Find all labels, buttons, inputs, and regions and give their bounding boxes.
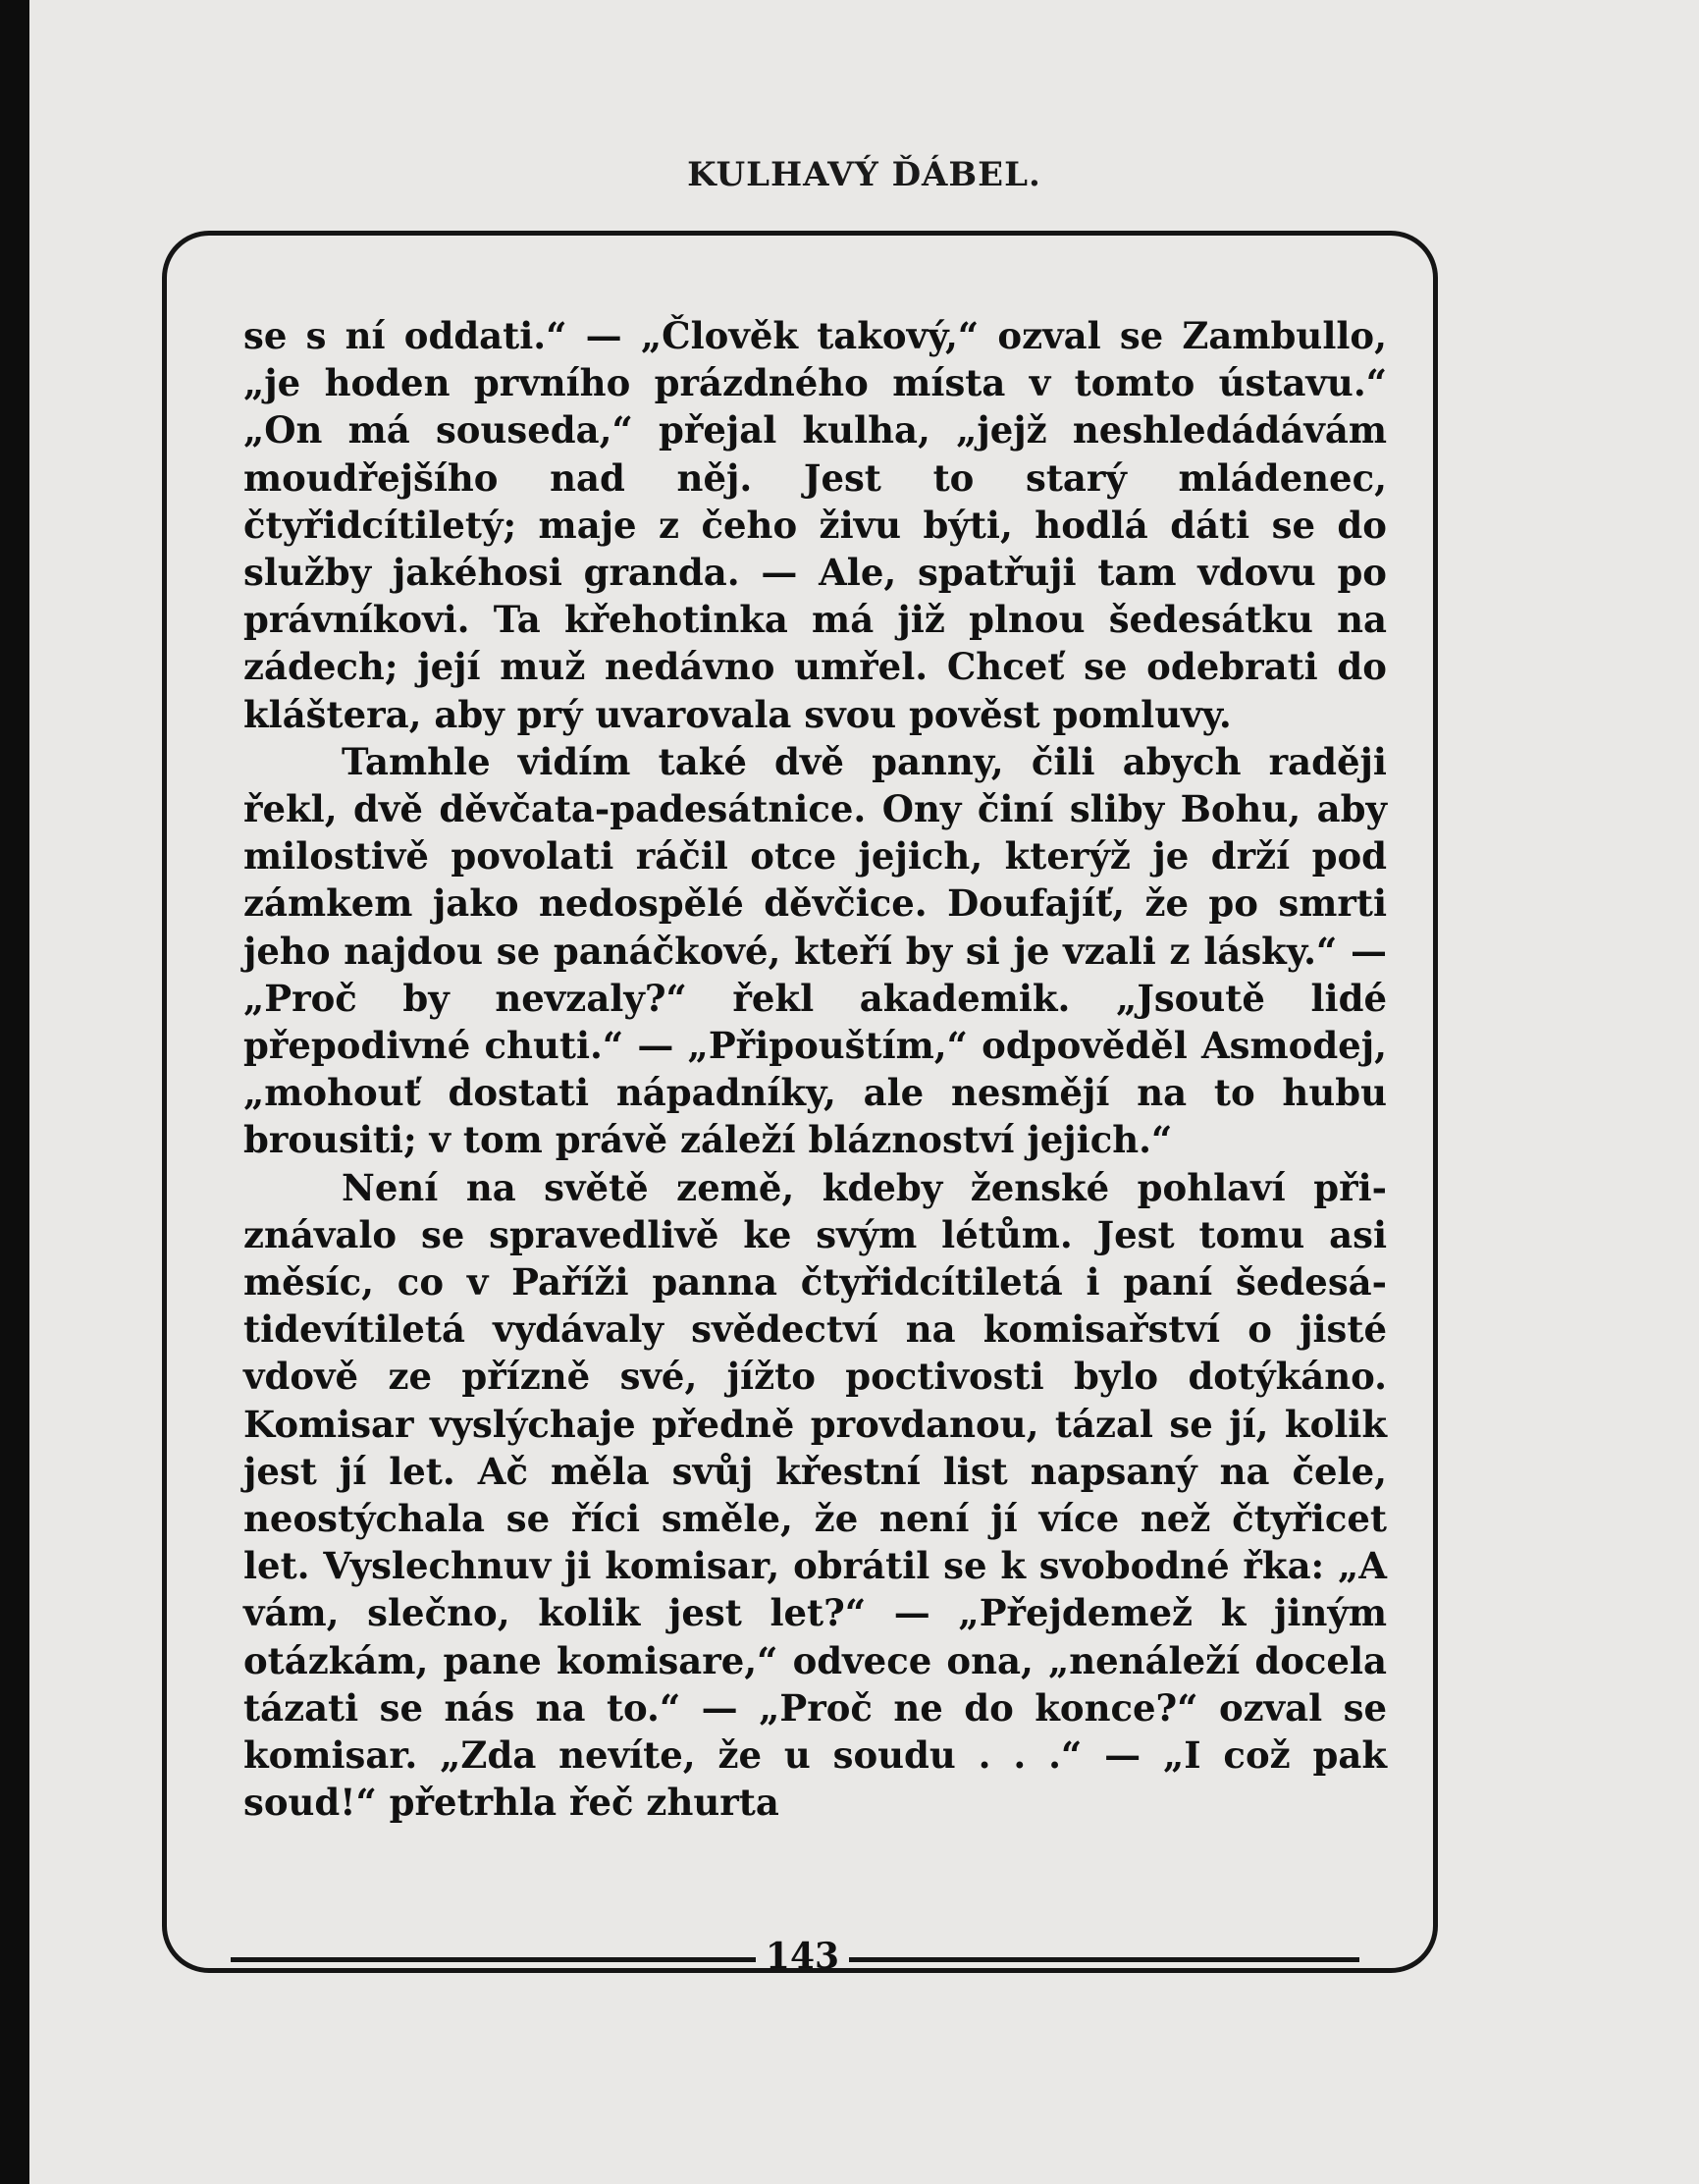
paragraph-2: Tamhle vidím také dvě panny, čili abych raději řekl, dvě děvčata-padesátnice. Ony činí sliby Bohu, aby milostivě povolati ráčil otce jejich, kterýž je drží pod zámkem jako nedospělé děvčice. Doufajíť, že po smrti jeho najdou se panáčkové, kteří by si je vzali z lásky.“ — „Proč by nevzaly?“ řekl akademik. „Jsoutě lidé přepodivné chuti.“ — „Připouštím,“ odpověděl Asmodej, „mohouť dostati nápadníky, ale nesmějí na to hubu brousiti; v tom právě záleží bláznoství jejich.“ <box>243 739 1387 1162</box>
footer-rule-right <box>849 1957 1359 1962</box>
paragraph-1: se s ní oddati.“ — „Člověk takový,“ ozval se Zambullo, „je hoden prvního prázdného místa v tomto ústavu.“ „On má souseda,“ přejal kulha, „jejž neshledádávám moudřejšího nad něj. Jest to starý mládenec, čtyřidcítiletý; maje z čeho živu býti, hodlá dáti se do služby jakéhosi granda. — Ale, spatřuji tam vdovu po právníkovi. Ta křehotinka má již plnou šedesátku na zádech; její muž nedávno umřel. Chceť se odebrati do kláštera, aby prý uvarovala svou pověst pomluvy. <box>243 314 1387 736</box>
paragraph-3: Není na světě země, kdeby ženské pohlaví přiznávalo se spravedlivě ke svým létům. Jest tomu asi měsíc, co v Paříži panna čtyřidcítiletá i paní šedesátidevítiletá vydávaly svědectví na komisařství o jisté vdově ze přízně své, jížto poctivosti bylo dotýkáno. Komisar vyslýchaje předně provdanou, tázal se jí, kolik jest jí let. Ač měla svůj křestní list napsaný na čele, neostýchala se říci směle, že není jí více než čtyřicet let. Vyslechnuv ji komisar, obrátil se k svobodné řka: „A vám, slečno, kolik jest let?“ — „Přejdemež k jiným otázkám, pane komisare,“ odvece ona, „nenáleží docela tázati se nás na to.“ — „Proč ne do konce?“ ozval se komisar. „Zda nevíte, že u soudu . . .“ — „I což pak soud!“ přetrhla řeč zhurta <box>243 1165 1387 1825</box>
book-page <box>29 0 1699 2184</box>
page-number: 143 <box>765 1936 840 1977</box>
running-title: KULHAVÝ ĎÁBEL. <box>687 155 1041 194</box>
footer-rule-left <box>231 1957 756 1962</box>
book-spine-shadow <box>0 0 29 2184</box>
body-text <box>243 312 1387 1827</box>
page-footer <box>162 1932 1438 1991</box>
